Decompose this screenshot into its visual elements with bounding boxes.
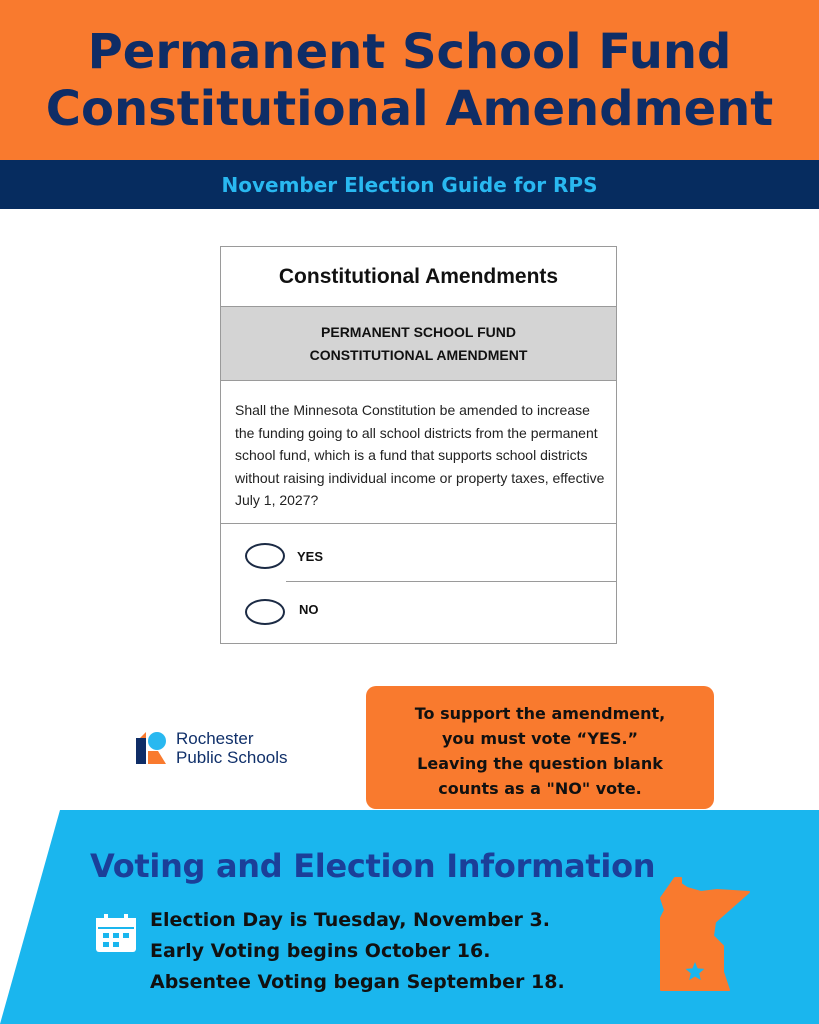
minnesota-star-icon: [657, 876, 753, 992]
ballot-question: Shall the Minnesota Constitution be amended to increase the funding going to all school districts from the permanent school fund, which is a fund that supports school districts without raising individual income or property taxes, effective July 1, 2027?: [235, 402, 605, 508]
measure-line-2: CONSTITUTIONAL AMENDMENT: [309, 347, 528, 363]
no-oval: [245, 599, 285, 625]
ballot-option-divider: [286, 581, 616, 582]
no-label: NO: [299, 602, 319, 617]
callout-line-1: To support the amendment,: [414, 704, 666, 723]
logo-text: [176, 729, 288, 767]
page-title: [0, 24, 819, 138]
callout-line-2: you must vote “YES.”: [441, 729, 639, 748]
ballot-divider: [221, 523, 616, 524]
rps-logo: [136, 731, 166, 764]
callout-line-3: Leaving the question blank: [417, 754, 663, 773]
voting-info-title: Voting and Election Information: [90, 847, 656, 885]
callout-text: [366, 701, 714, 801]
ballot-heading: Constitutional Amendments: [278, 265, 559, 288]
subtitle: November Election Guide for RPS: [221, 173, 598, 197]
measure-line-1: PERMANENT SCHOOL FUND: [321, 324, 516, 340]
vote-callout: [366, 686, 714, 809]
title-line-1: Permanent School Fund: [87, 24, 732, 80]
callout-line-4: counts as a "NO" vote.: [438, 779, 642, 798]
yes-label: YES: [297, 549, 324, 564]
logo-line-2: Public Schools: [176, 748, 288, 767]
ballot-measure-title: [221, 321, 616, 367]
calendar-icon: [96, 914, 136, 952]
election-day-line: Election Day is Tuesday, November 3.: [150, 909, 550, 931]
absentee-voting-line: Absentee Voting began September 18.: [150, 971, 565, 993]
yes-oval: [245, 543, 285, 569]
ballot-heading-row: [221, 247, 616, 307]
early-voting-line: Early Voting begins October 16.: [150, 940, 491, 962]
voting-dates: [150, 905, 565, 998]
title-line-2: Constitutional Amendment: [45, 81, 774, 137]
ballot-sample: [220, 246, 617, 644]
logo-line-1: Rochester: [176, 729, 254, 748]
ballot-measure-header: [221, 307, 616, 381]
